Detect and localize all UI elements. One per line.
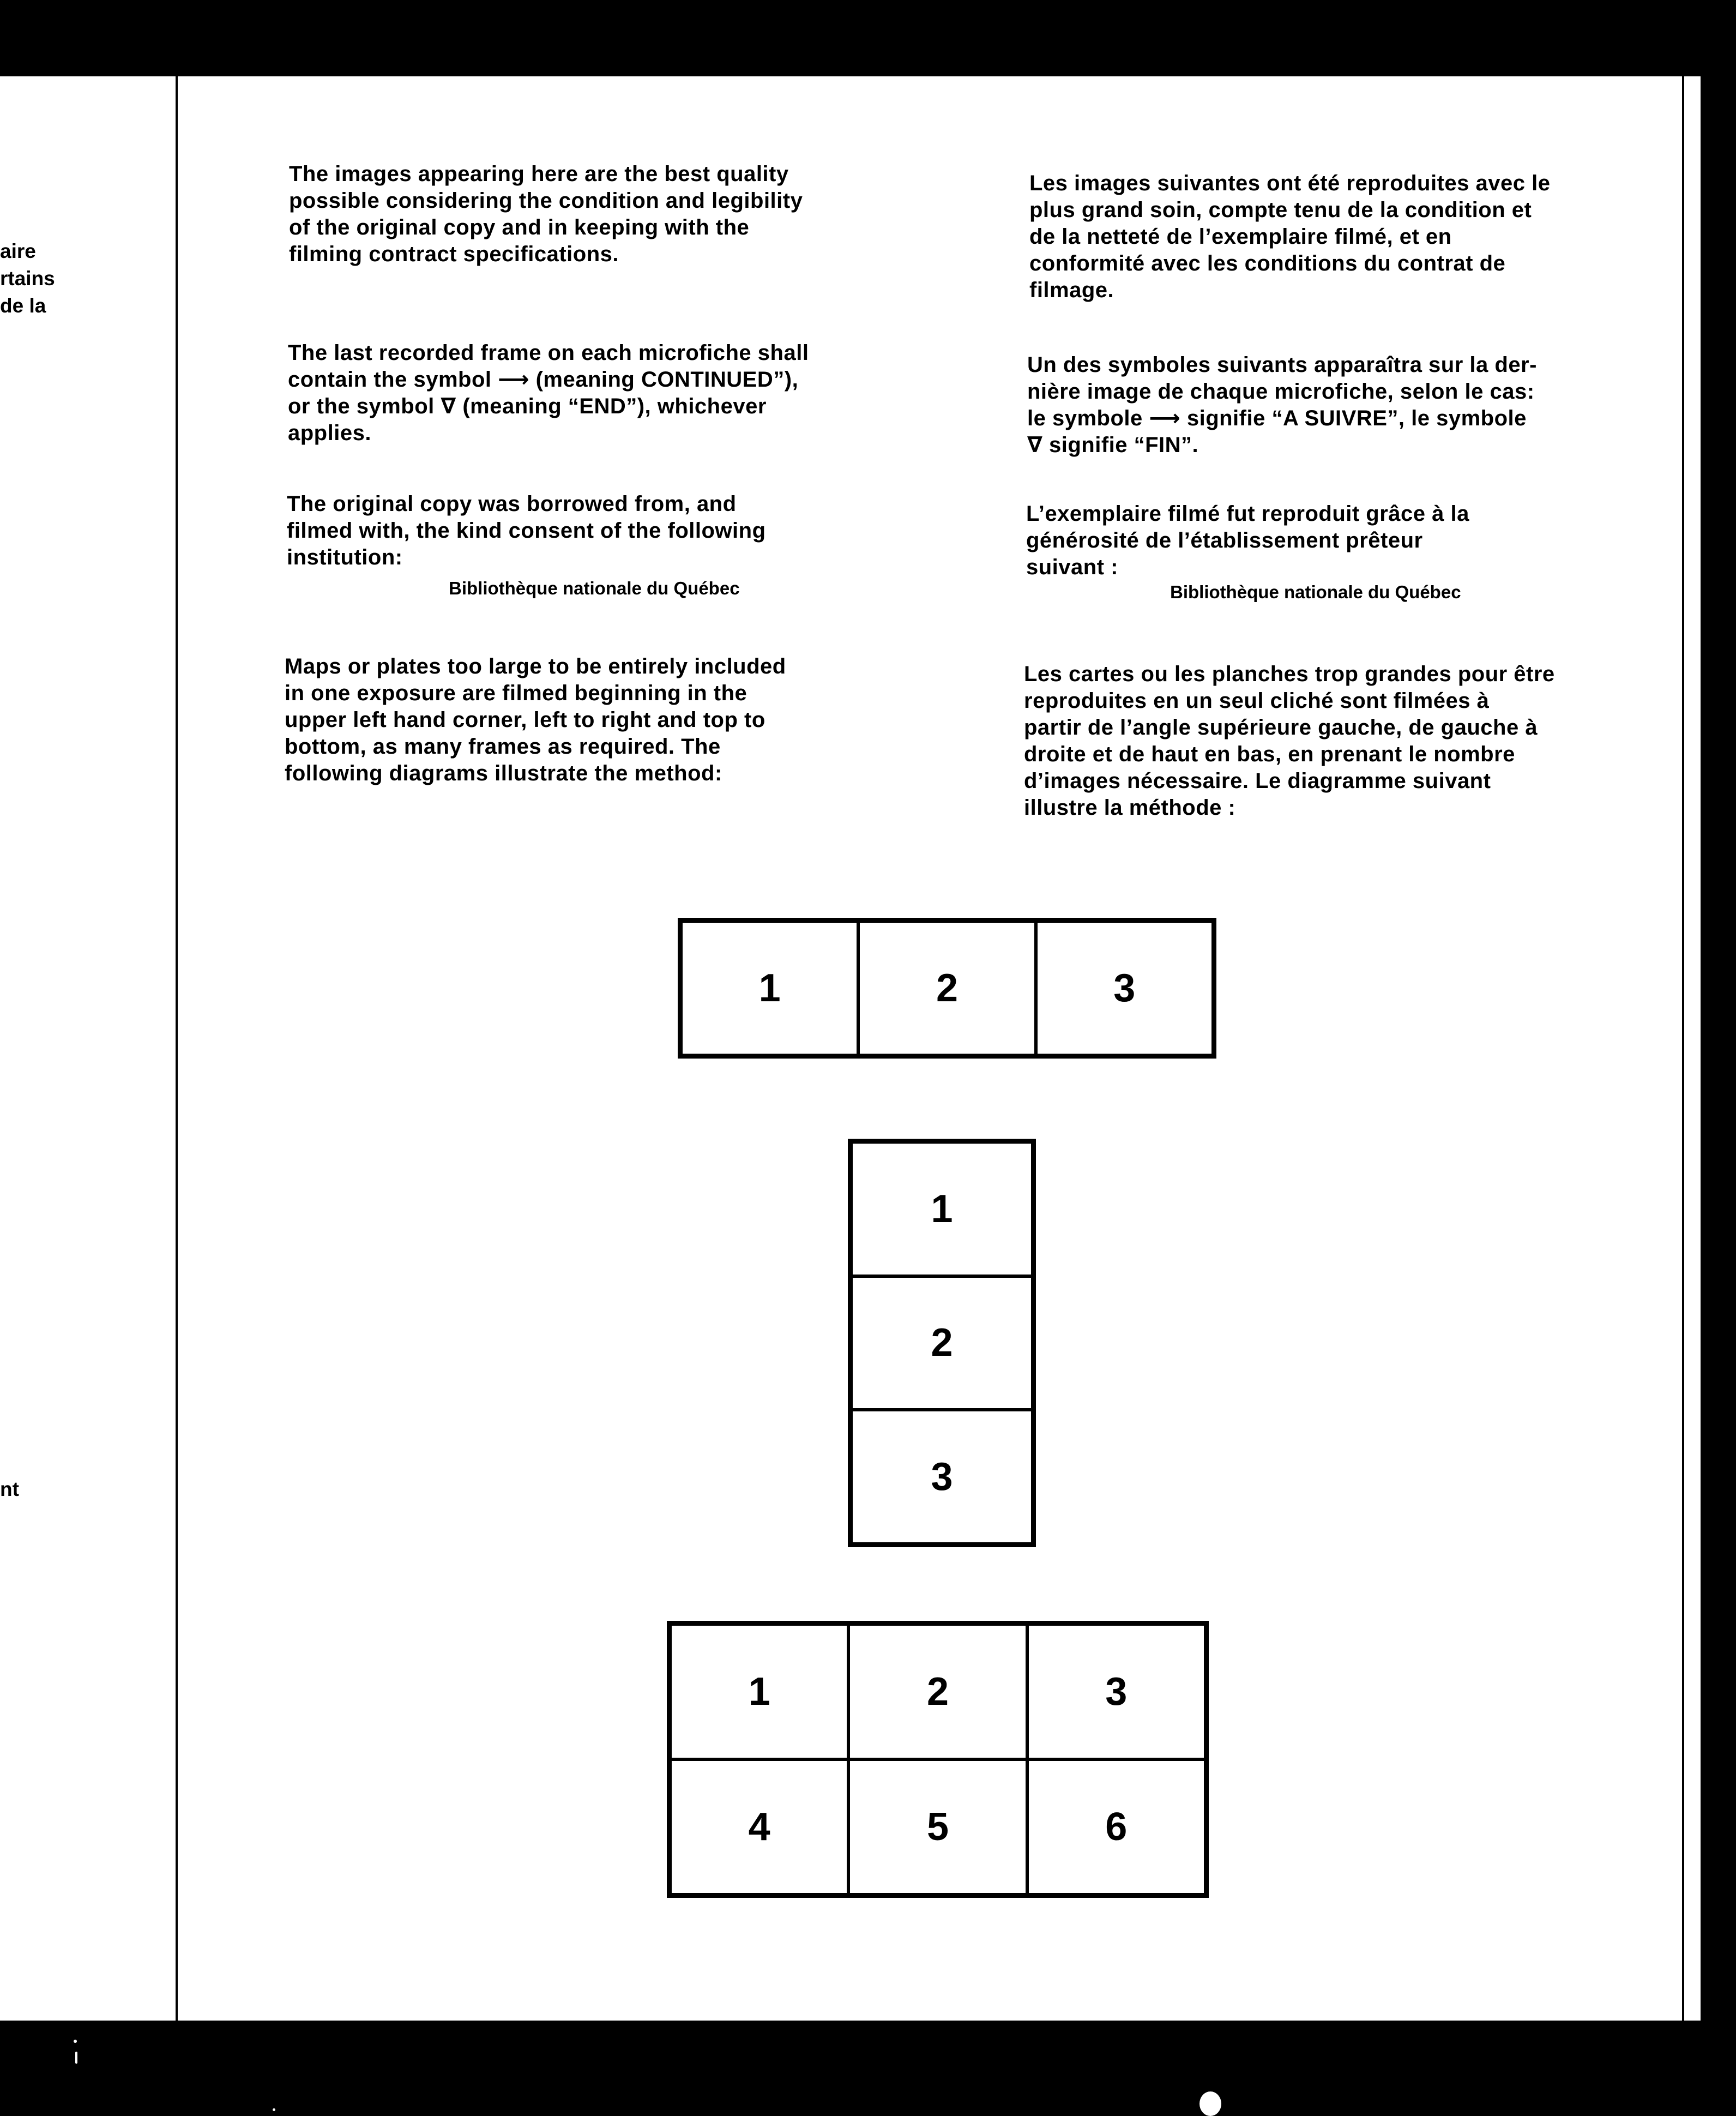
diagram-grid bbox=[667, 1621, 1209, 1898]
text-line: le symbole ⟶ signifie “A SUIVRE”, le symbole bbox=[1027, 406, 1527, 430]
text-line: ∇ signifie “FIN”. bbox=[1027, 433, 1199, 457]
text-line: of the original copy and in keeping with the bbox=[289, 215, 750, 239]
frame-cell: 6 bbox=[1027, 1759, 1205, 1895]
frame-cell: 3 bbox=[1027, 1624, 1205, 1759]
frame-cell: 1 bbox=[851, 1142, 1033, 1276]
diagram-horizontal-strip bbox=[678, 918, 1216, 1059]
frame-cell: 2 bbox=[858, 921, 1035, 1055]
left-fragment: de la bbox=[0, 294, 46, 317]
english-paragraph-quality bbox=[289, 161, 803, 268]
text-line: contain the symbol ⟶ (meaning CONTINUED”), bbox=[288, 368, 799, 392]
text-line: illustre la méthode : bbox=[1024, 796, 1236, 820]
french-paragraph-symbols bbox=[1027, 352, 1537, 459]
text-line: following diagrams illustrate the method: bbox=[285, 761, 722, 785]
left-page-edge bbox=[0, 76, 176, 2021]
page-gutter bbox=[176, 76, 200, 2021]
scan-speck bbox=[75, 2052, 77, 2064]
text-line: d’images nécessaire. Le diagramme suivant bbox=[1024, 769, 1491, 793]
text-line: Un des symboles suivants apparaîtra sur la der- bbox=[1027, 353, 1537, 377]
text-line: The last recorded frame on each microfiche shall bbox=[288, 341, 809, 365]
text-line: droite et de haut en bas, en prenant le nombre bbox=[1024, 742, 1515, 766]
text-line: upper left hand corner, left to right and top to bbox=[285, 708, 765, 732]
frame-cell: 1 bbox=[681, 921, 858, 1055]
left-fragment: aire bbox=[0, 240, 36, 262]
french-paragraph-quality bbox=[1029, 170, 1550, 304]
text-line: suivant : bbox=[1026, 555, 1118, 579]
left-fragment: rtains bbox=[0, 267, 55, 290]
english-institution-name: Bibliothèque nationale du Québec bbox=[449, 578, 740, 598]
french-institution-name: Bibliothèque nationale du Québec bbox=[1170, 582, 1461, 602]
english-paragraph-maps bbox=[285, 653, 786, 787]
text-line: conformité avec les conditions du contrat de bbox=[1029, 251, 1506, 275]
frame-cell: 4 bbox=[670, 1759, 848, 1895]
scan-speck bbox=[273, 2108, 275, 2111]
scan-speck bbox=[74, 2040, 77, 2043]
text-line: nière image de chaque microfiche, selon le cas: bbox=[1027, 380, 1535, 404]
text-line: or the symbol ∇ (meaning “END”), whichever bbox=[288, 394, 767, 418]
text-line: filmed with, the kind consent of the following bbox=[287, 519, 766, 543]
text-line: plus grand soin, compte tenu de la condition et bbox=[1029, 198, 1532, 222]
english-paragraph-symbols bbox=[288, 340, 809, 447]
frame-cell: 2 bbox=[851, 1276, 1033, 1410]
frame-cell: 3 bbox=[1036, 921, 1213, 1055]
text-line: applies. bbox=[288, 421, 371, 445]
text-line: filming contract specifications. bbox=[289, 242, 619, 266]
text-line: Les cartes ou les planches trop grandes pour être bbox=[1024, 662, 1555, 686]
text-line: Les images suivantes ont été reproduites avec le bbox=[1029, 171, 1551, 195]
frame-cell: 2 bbox=[848, 1624, 1027, 1759]
text-line: institution: bbox=[287, 545, 403, 569]
text-line: Maps or plates too large to be entirely included bbox=[285, 654, 786, 678]
text-line: possible considering the condition and legibility bbox=[289, 189, 803, 213]
text-line: The original copy was borrowed from, and bbox=[287, 492, 737, 516]
text-line: bottom, as many frames as required. The bbox=[285, 735, 721, 759]
frame-cell: 5 bbox=[848, 1759, 1027, 1895]
text-line: in one exposure are filmed beginning in the bbox=[285, 681, 748, 705]
text-line: reproduites en un seul cliché sont filmées à bbox=[1024, 689, 1490, 713]
french-paragraph-maps bbox=[1024, 661, 1555, 821]
text-line: L’exemplaire filmé fut reproduit grâce à la bbox=[1026, 502, 1469, 526]
text-line: générosité de l’établissement prêteur bbox=[1026, 528, 1423, 552]
scan-speck bbox=[1199, 2091, 1221, 2116]
text-line: partir de l’angle supérieure gauche, de gauche à bbox=[1024, 716, 1538, 740]
text-line: de la netteté de l’exemplaire filmé, et en bbox=[1029, 225, 1452, 249]
text-line: filmage. bbox=[1029, 278, 1114, 302]
text-line: The images appearing here are the best quality bbox=[289, 162, 789, 186]
english-paragraph-institution bbox=[287, 491, 766, 571]
diagram-vertical-strip bbox=[848, 1139, 1036, 1547]
frame-cell: 3 bbox=[851, 1410, 1033, 1544]
frame-cell: 1 bbox=[670, 1624, 848, 1759]
french-paragraph-institution bbox=[1026, 501, 1469, 581]
right-page-edge bbox=[1682, 76, 1701, 2021]
left-fragment: nt bbox=[0, 1478, 19, 1500]
